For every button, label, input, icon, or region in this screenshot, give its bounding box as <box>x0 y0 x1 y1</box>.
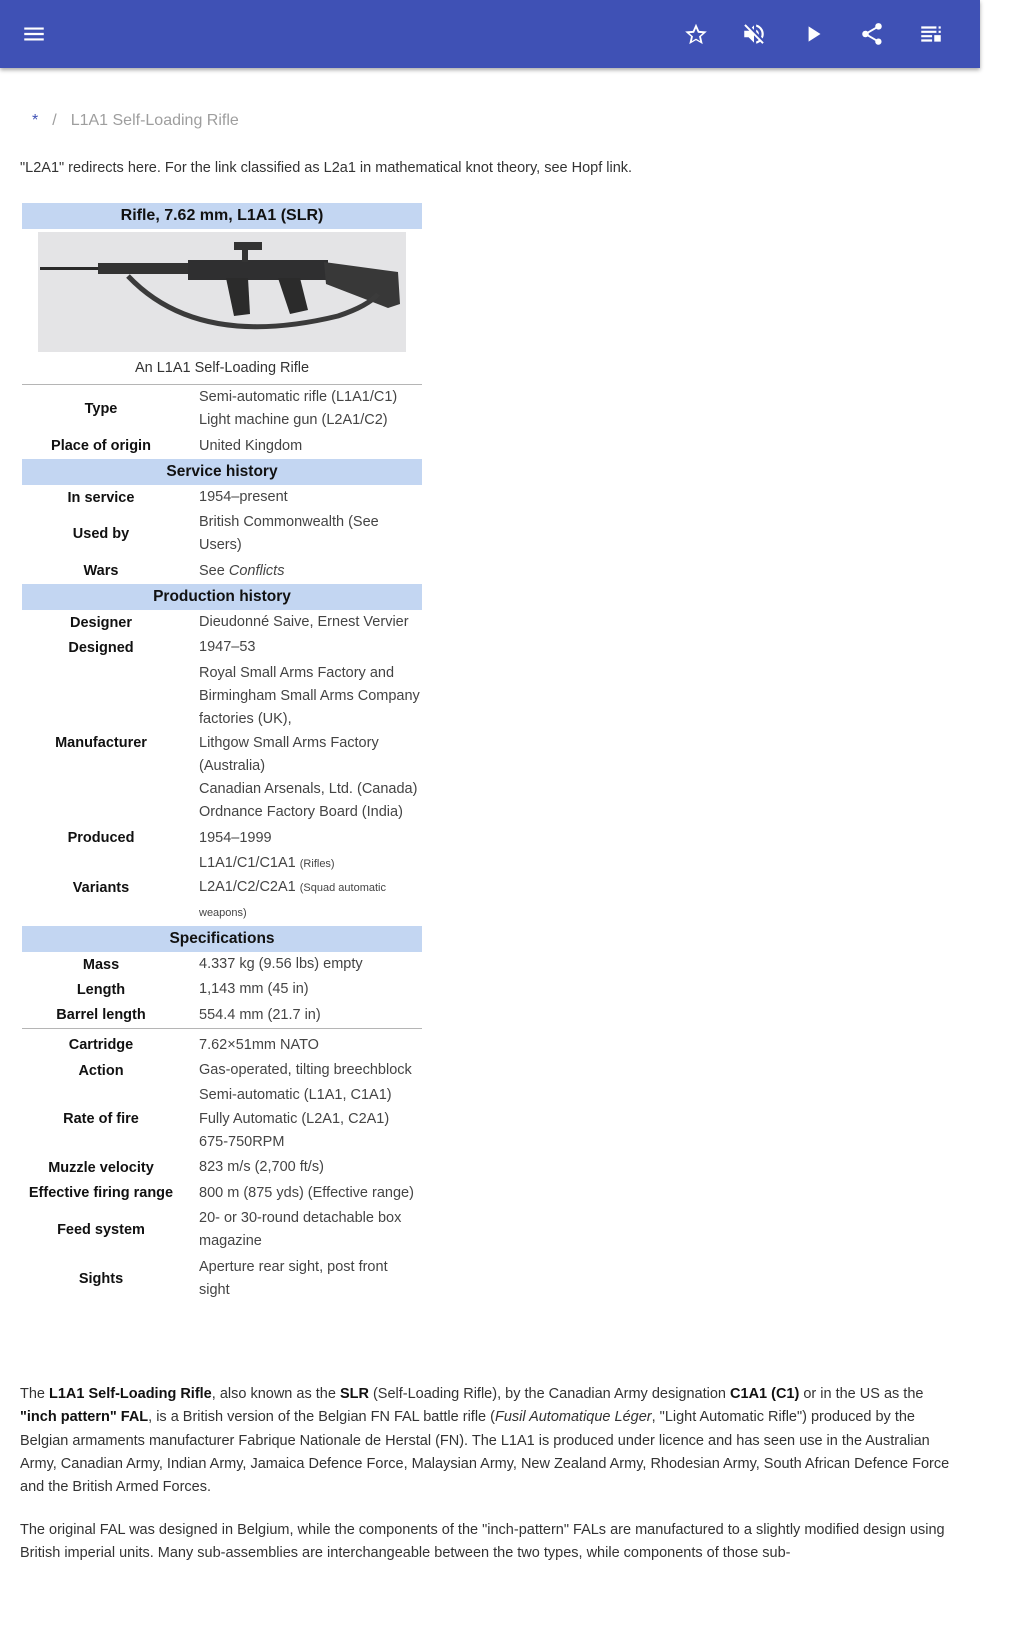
rate-line: 675-750RPM <box>199 1134 285 1151</box>
article-paragraph <box>20 1383 964 1499</box>
length-label: Length <box>76 981 126 998</box>
effective-range-value[interactable]: 800 m (875 yds) (Effective range) <box>199 1184 414 1201</box>
produced-value: 1954–1999 <box>199 829 272 846</box>
manufacturer-line[interactable]: Lithgow Small Arms Factory (Australia) <box>199 734 379 774</box>
image-caption: An L1A1 Self-Loading Rifle <box>22 352 422 385</box>
action-label: Action <box>78 1062 124 1079</box>
designed-value: 1947–53 <box>199 639 256 656</box>
breadcrumb-separator: / <box>52 112 57 129</box>
manufacturer-line[interactable]: Canadian Arsenals, Ltd. (Canada) <box>199 781 418 798</box>
infobox <box>22 203 422 1303</box>
used-by-value[interactable]: British Commonwealth (See Users) <box>199 514 379 554</box>
mass-value: 4.337 kg (9.56 lbs) empty <box>199 955 363 972</box>
mass-label: Mass <box>82 956 120 973</box>
used-by-label: Used by <box>72 526 130 543</box>
designer-value[interactable]: Dieudonné Saive, Ernest Vervier <box>199 614 409 631</box>
wars-prefix: See <box>199 562 225 579</box>
variants-label: Variants <box>72 880 130 897</box>
article-content <box>0 68 980 1568</box>
app-bar <box>0 0 980 68</box>
hatnote: "L2A1" redirects here. For the link classified as L2a1 in mathematical knot theory, see Hopf link. <box>20 160 633 176</box>
breadcrumb-current: L1A1 Self-Loading Rifle <box>70 112 239 129</box>
sights-label: Sights <box>78 1270 124 1287</box>
manufacturer-line[interactable]: Ordnance Factory Board (India) <box>199 804 403 821</box>
effective-range-label: Effective firing range <box>28 1185 174 1202</box>
type-value <box>180 385 422 434</box>
section-service-history: Service history <box>22 459 422 485</box>
feed-system-label: Feed system <box>57 1222 145 1239</box>
type-value-line[interactable]: Semi-automatic rifle (L1A1/C1) <box>199 389 398 405</box>
infobox-title: Rifle, 7.62 mm, L1A1 (SLR) <box>22 203 422 229</box>
muzzle-velocity-value: 823 m/s (2,700 ft/s) <box>199 1159 324 1176</box>
text-span: or in the US as the <box>799 1386 924 1402</box>
designed-label: Designed <box>68 640 134 657</box>
play-button[interactable] <box>794 14 834 54</box>
play-icon <box>801 21 827 47</box>
origin-label: Place of origin <box>51 438 151 455</box>
wars-value <box>180 559 422 584</box>
text-span: (Self-Loading Rifle), by the Canadian Army designation <box>368 1386 731 1402</box>
wars-label: Wars <box>83 563 119 580</box>
variant-name: L1A1/C1/C1A1 <box>199 855 296 872</box>
produced-label: Produced <box>67 830 135 847</box>
cartridge-label: Cartridge <box>68 1037 134 1054</box>
variant-note: (Rifles) <box>299 858 335 871</box>
barrel-length-label: Barrel length <box>56 1007 146 1024</box>
in-service-value: 1954–present <box>199 488 288 505</box>
mute-button[interactable] <box>734 14 774 54</box>
wars-link[interactable]: Conflicts <box>228 562 285 579</box>
sights-value[interactable]: Aperture rear sight, post front sight <box>199 1258 388 1298</box>
type-value-line[interactable]: Light machine gun (L2A1/C2) <box>199 412 388 429</box>
variant-line <box>199 852 422 876</box>
bold-term: "inch pattern" FAL <box>20 1409 149 1426</box>
manufacturer-line[interactable]: Royal Small Arms Factory and Birmingham Small Arms Company factories (UK), <box>199 664 420 728</box>
text-span: , "Light Automatic Rifle") produced by the Belgian armaments manufacturer Fabrique Nationale de Herstal (FN). The L1A1 is produced under licence and has seen use in the Australian Army, Canadian Army, Indian Army, Jamaica Defence Force, Malaysian Army, New Zealand Army, Rhodesian Army, South African Defence Force and the British Armed Forces. <box>20 1409 950 1496</box>
bold-term: SLR <box>339 1386 369 1402</box>
text-span: , also known as the <box>211 1386 340 1402</box>
bold-term: C1A1 (C1) <box>730 1386 800 1402</box>
rifle-image[interactable] <box>38 232 406 352</box>
manufacturer-label: Manufacturer <box>55 735 147 752</box>
muzzle-velocity-label: Muzzle velocity <box>48 1159 154 1176</box>
variant-name: L2A1/C2/C2A1 <box>199 879 296 896</box>
manufacturer-value <box>180 661 422 826</box>
cartridge-value[interactable]: 7.62×51mm NATO <box>199 1036 319 1053</box>
text-span: The <box>20 1386 50 1402</box>
breadcrumb-home[interactable]: * <box>32 112 39 129</box>
rate-of-fire-label: Rate of fire <box>63 1111 139 1128</box>
article-paragraph: The original FAL was designed in Belgium, while the components of the "inch-pattern" FALs are manufactured to a slightly modified design using British imperial units. Many sub-assemblies are interchangeable between the two types, while components of those sub- <box>20 1522 945 1562</box>
in-service-label: In service <box>67 489 135 506</box>
playlist-icon <box>918 21 944 47</box>
origin-value[interactable]: United Kingdom <box>199 437 303 454</box>
variant-note: (Squad automatic weapons) <box>199 882 386 919</box>
variants-value <box>180 851 422 926</box>
breadcrumb <box>32 112 239 130</box>
variant-line <box>199 876 422 925</box>
designer-label: Designer <box>69 614 133 631</box>
menu-button[interactable] <box>14 14 54 54</box>
italic-term: Fusil Automatique Léger <box>494 1409 652 1426</box>
action-value[interactable]: Gas-operated, tilting breechblock <box>199 1062 412 1079</box>
rate-of-fire-value <box>180 1083 422 1155</box>
text-span: , is a British version of the Belgian FN FAL battle rifle ( <box>148 1409 495 1426</box>
barrel-length-value: 554.4 mm (21.7 in) <box>199 1006 321 1023</box>
bookmark-button[interactable] <box>676 14 716 54</box>
section-production-history: Production history <box>22 584 422 610</box>
section-specifications: Specifications <box>22 926 422 952</box>
star-outline-icon <box>683 21 709 47</box>
feed-system-value[interactable]: 20- or 30-round detachable box magazine <box>199 1209 402 1250</box>
length-value: 1,143 mm (45 in) <box>199 981 309 998</box>
type-label: Type <box>84 401 118 418</box>
menu-icon <box>21 21 47 47</box>
rate-line: Semi-automatic (L1A1, C1A1) <box>199 1087 392 1104</box>
share-icon <box>859 21 885 47</box>
bold-term: L1A1 Self-Loading Rifle <box>49 1386 212 1402</box>
volume-off-icon <box>741 21 767 47</box>
contents-button[interactable] <box>911 14 951 54</box>
share-button[interactable] <box>852 14 892 54</box>
rate-line: Fully Automatic (L2A1, C2A1) <box>199 1110 390 1127</box>
